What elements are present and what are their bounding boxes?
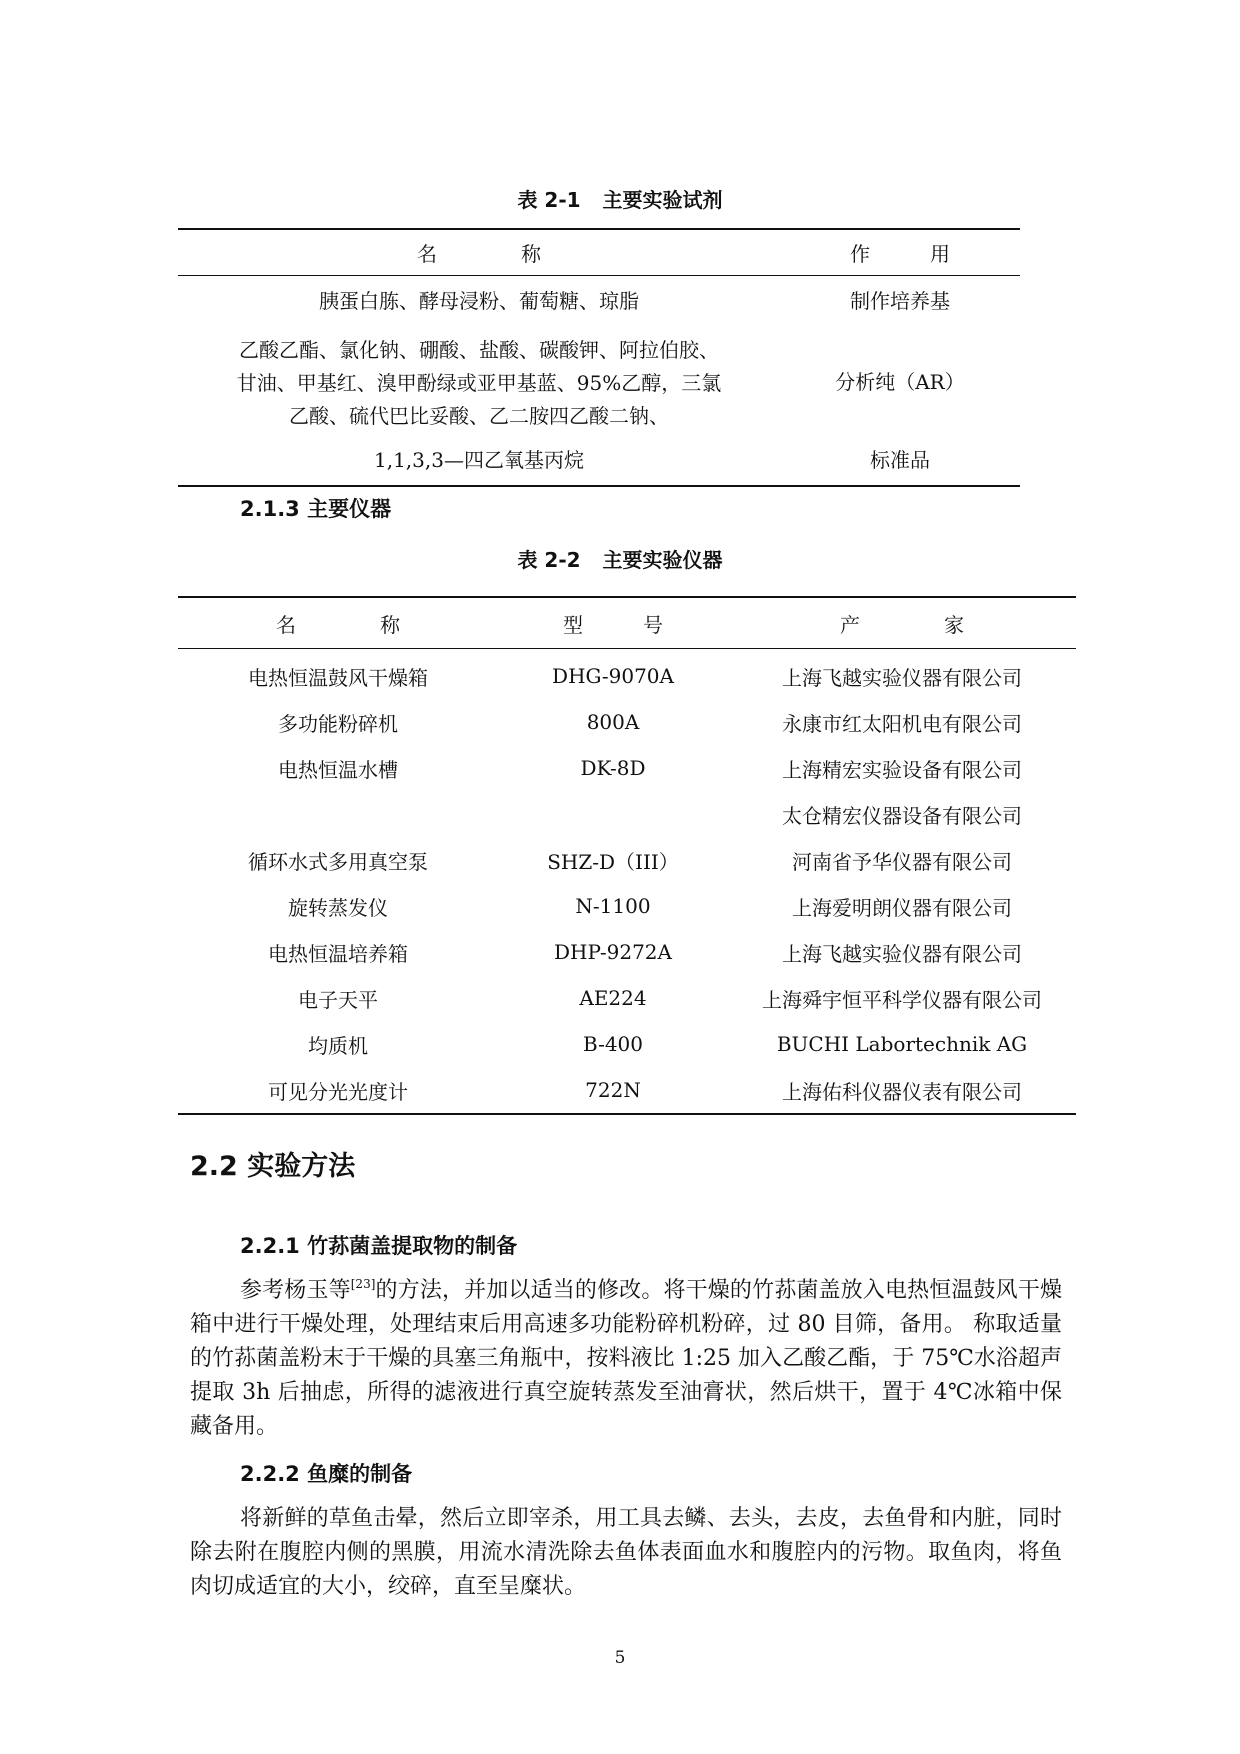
header-use: 作 用 [780,229,1020,276]
table-row [178,439,1020,486]
paragraph-extract-preparation: 参考杨玉等[23]的方法，并加以适当的修改。将干燥的竹荪菌盖放入电热恒温鼓风干燥箱中进行干燥处理，处理结束后用高速多功能粉碎机粉碎，过 80 目筛，备用。 称取适量的竹荪菌盖粉末于干燥的具塞三角瓶中，按料液比 1:25 加入乙酸乙酯，于 75℃水浴超声提取 3h 后抽虑，所得的滤液进行真空旋转蒸发至油膏状，然后烘干，置于 4℃冰箱中保藏备用。 [190,1277,1062,1439]
instrument-model: DK-8D [580,756,646,780]
table1-caption-title: 主要实验试剂 [602,188,723,212]
instrument-name: 可见分光光度计 [268,1079,408,1104]
reagent-use: 标准品 [870,447,930,472]
instrument-model: B-400 [583,1032,643,1056]
table-row [178,1067,1076,1114]
table2-caption-number: 表 2-2 [517,548,581,572]
instrument-maker: 上海精宏实验设备有限公司 [782,757,1022,782]
table-row [178,745,1076,791]
instrument-maker: 上海佑科仪器仪表有限公司 [782,1079,1022,1104]
instrument-maker: 上海飞越实验仪器有限公司 [782,941,1022,966]
instrument-name: 电热恒温培养箱 [268,941,408,966]
instrument-model: AE224 [579,986,647,1010]
table-row [178,649,1076,700]
instrument-model: DHP-9272A [554,940,672,964]
instrument-maker: 永康市红太阳机电有限公司 [782,711,1022,736]
instrument-model: 722N [585,1078,641,1102]
table-row [178,322,1020,439]
instrument-name: 电热恒温水槽 [278,757,398,782]
instrument-model: N-1100 [575,894,651,918]
header-name: 名 称 [178,229,780,276]
table-row [178,699,1076,745]
instrument-maker: 太仓精宏仪器设备有限公司 [782,803,1022,828]
table-row [178,837,1076,883]
table-row [178,791,1076,837]
reagent-name: 1,1,3,3—四乙氧基丙烷 [374,447,584,472]
instrument-model: SHZ-D（III） [547,849,679,874]
table1-caption-number: 表 2-1 [517,188,581,212]
table-row [178,883,1076,929]
page-number: 5 [614,1648,626,1668]
instrument-maker: BUCHI Labortechnik AG [776,1032,1028,1056]
instrument-maker: 上海舜宇恒平科学仪器有限公司 [762,987,1042,1012]
reagents-table [178,228,1020,487]
instrument-maker: 上海飞越实验仪器有限公司 [782,665,1022,690]
table-row [178,929,1076,975]
instrument-maker: 河南省予华仪器有限公司 [792,849,1012,874]
table-row [178,1021,1076,1067]
reagent-name: 乙酸乙酯、氯化钠、硼酸、盐酸、碳酸钾、阿拉伯胶、 甘油、甲基红、溴甲酚绿或亚甲基蓝、95%乙醇，三氯 乙酸、硫代巴比妥酸、乙二胺四乙酸二钠、 [236,338,722,428]
table-row [178,276,1020,323]
instrument-model [498,791,728,837]
table-header-row [178,597,1076,649]
header-name: 名 称 [178,597,498,649]
section-heading-2-2: 2.2 实验方法 [190,1151,356,1182]
section-heading-2-2-2: 2.2.2 鱼糜的制备 [240,1462,413,1486]
section-heading-2-1-3: 2.1.3 主要仪器 [240,497,392,521]
instrument-model: 800A [586,710,640,734]
instrument-model: DHG-9070A [552,664,674,688]
table1-caption [0,184,1240,213]
instrument-name: 电热恒温鼓风干燥箱 [248,665,428,690]
table2-caption [0,544,1240,573]
table2-caption-title: 主要实验仪器 [602,548,723,572]
instrument-name: 电子天平 [298,987,378,1012]
header-model: 型 号 [498,597,728,649]
instrument-name: 旋转蒸发仪 [288,895,388,920]
citation-ref: [23] [350,1277,376,1291]
instruments-table [178,596,1076,1115]
section-heading-2-2-1: 2.2.1 竹荪菌盖提取物的制备 [240,1234,518,1258]
instrument-name: 多功能粉碎机 [278,711,398,736]
header-maker: 产 家 [728,597,1076,649]
reagent-name: 胰蛋白胨、酵母浸粉、葡萄糖、琼脂 [319,288,639,313]
paragraph-surimi-preparation: 将新鲜的草鱼击晕，然后立即宰杀，用工具去鳞、去头，去皮，去鱼骨和内脏，同时除去附在腹腔内侧的黑膜，用流水清洗除去鱼体表面血水和腹腔内的污物。取鱼肉，将鱼肉切成适宜的大小，绞碎，直至呈糜状。 [190,1506,1062,1599]
table-header-row [178,229,1020,276]
reagent-use: 制作培养基 [850,288,950,313]
instrument-name: 循环水式多用真空泵 [248,849,428,874]
instrument-name [178,791,498,837]
table-row [178,975,1076,1021]
instrument-name: 均质机 [308,1033,368,1058]
instrument-maker: 上海爱明朗仪器有限公司 [792,895,1012,920]
reagent-use: 分析纯（AR） [835,370,965,394]
